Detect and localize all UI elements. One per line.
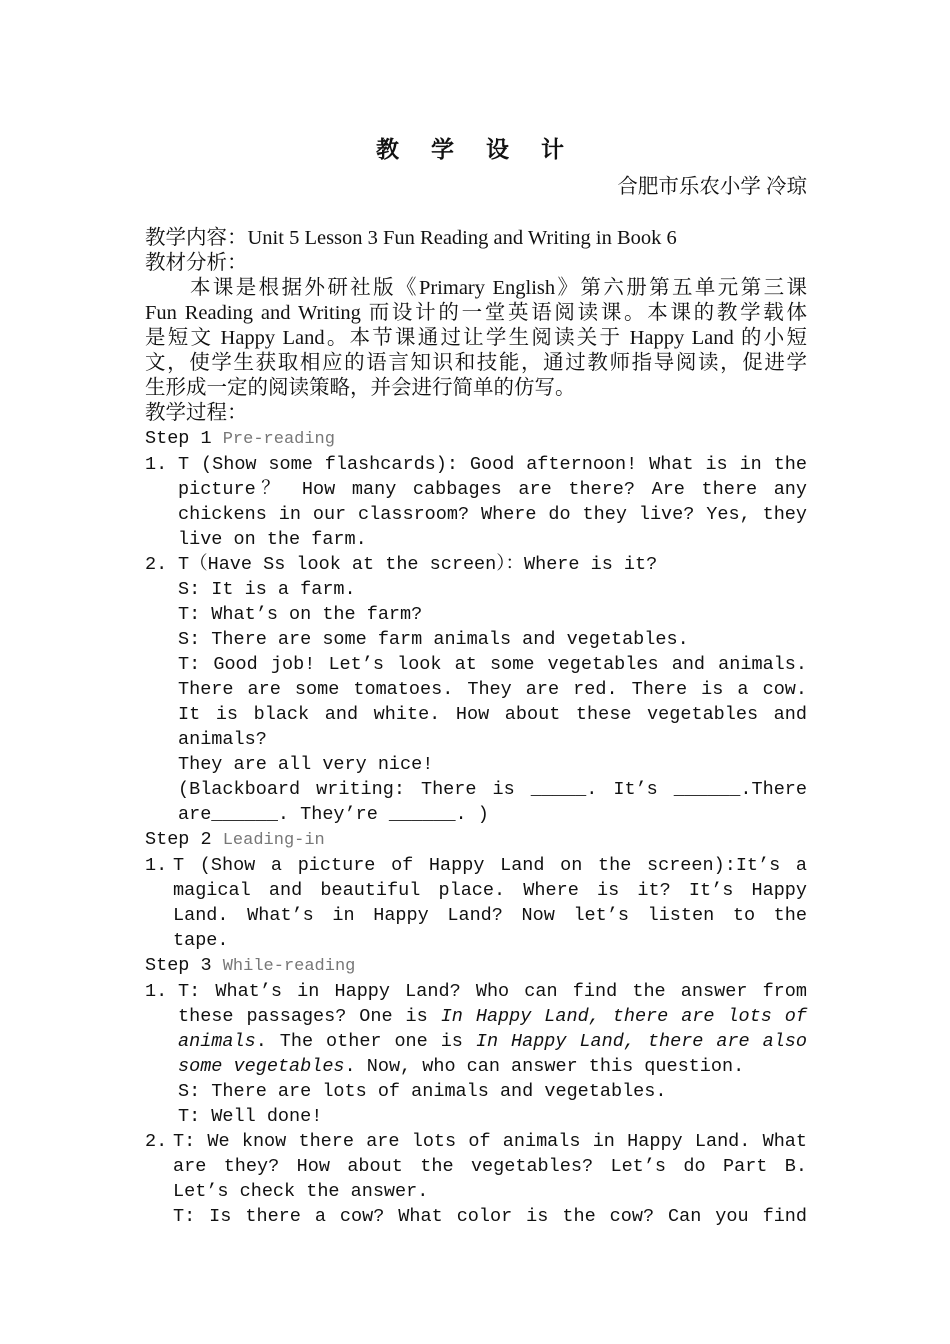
text-line	[178, 1004, 807, 1029]
text-line: T: What’s on the farm?	[178, 604, 423, 625]
italic-quote: animals	[178, 1031, 256, 1052]
process-label: 教学过程：	[145, 402, 248, 424]
step-label: Step 3	[145, 955, 212, 976]
step-subtitle: Pre-reading	[222, 430, 335, 449]
text-line	[178, 1029, 807, 1054]
item-number: 2.	[145, 1131, 168, 1152]
text-line	[178, 1054, 807, 1079]
text-line: are they? How about the vegetables? Let’s do Part B.	[173, 1156, 807, 1177]
analysis-label: 教材分析：	[145, 252, 248, 274]
item-number: 1.	[145, 981, 168, 1002]
analysis-line: 生形成一定的阅读策略，并会进行简单的仿写。	[145, 377, 576, 399]
step-subtitle: While-reading	[222, 957, 356, 976]
step-2-heading	[145, 827, 807, 853]
item-number: 1.	[145, 454, 168, 475]
text-run: these passages? One is	[178, 1006, 441, 1027]
text-line: S: There are some farm animals and vegetables.	[178, 629, 689, 650]
text-line: S: It is a farm.	[178, 579, 356, 600]
text-line: live on the farm.	[178, 529, 367, 550]
text-line: T（Have Ss look at the screen）：Where is it?	[178, 554, 658, 575]
text-line: T: Is there a cow? What color is the cow? Can you find	[173, 1206, 807, 1227]
list-item	[145, 979, 807, 1129]
text-line: There are some tomatoes. They are red. There is a cow.	[178, 679, 807, 700]
step-label: Step 2	[145, 829, 212, 850]
text-line: Land. What’s in Happy Land? Now let’s listen to the	[173, 905, 807, 926]
text-line: chickens in our classroom? Where do they live? Yes, they	[178, 504, 807, 525]
text-line: T (Show a picture of Happy Land on the screen):It’s a	[173, 855, 807, 876]
document-title: 教 学 设 计	[375, 136, 577, 163]
text-line: T: We know there are lots of animals in Happy Land. What	[173, 1131, 807, 1152]
text-line: picture？ How many cabbages are there? Are there any	[178, 479, 807, 500]
text-line: animals?	[178, 729, 267, 750]
text-line: T: What’s in Happy Land? Who can find the answer from	[178, 981, 807, 1002]
list-item	[145, 552, 807, 827]
step-1-heading	[145, 426, 807, 452]
list-item	[145, 1129, 807, 1229]
spacer	[145, 204, 807, 226]
text-run: . The other one is	[255, 1031, 476, 1052]
text-line: (Blackboard writing: There is _____. It’s ______.There	[178, 779, 807, 800]
step-subtitle: Leading-in	[222, 831, 325, 850]
text-line: It is black and white. How about these vegetables and	[178, 704, 807, 725]
content-label: 教学内容：Unit 5 Lesson 3 Fun Reading and Writing in Book 6	[145, 227, 677, 249]
text-line: T (Show some flashcards): Good afternoon! What is in the	[178, 454, 807, 475]
item-number: 1.	[145, 855, 168, 876]
analysis-line: 本课是根据外研社版《Primary English》第六册第五单元第三课	[190, 277, 807, 299]
text-line: T: Well done!	[178, 1106, 323, 1127]
italic-quote: some vegetables	[178, 1056, 345, 1077]
step-label: Step 1	[145, 428, 212, 449]
text-line: are______. They’re ______. )	[178, 804, 489, 825]
item-number: 2.	[145, 554, 168, 575]
step-3-heading	[145, 953, 807, 979]
analysis-line: 是短文 Happy Land。本节课通过让学生阅读关于 Happy Land 的小短	[145, 327, 807, 349]
text-line: S: There are lots of animals and vegetables.	[178, 1081, 667, 1102]
text-line: magical and beautiful place. Where is it? It’s Happy	[173, 880, 807, 901]
italic-quote: In Happy Land, there are lots of	[440, 1006, 807, 1027]
text-run: . Now, who can answer this question.	[344, 1056, 745, 1077]
text-line: T: Good job! Let’s look at some vegetables and animals.	[178, 654, 807, 675]
italic-quote: In Happy Land, there are also	[475, 1031, 808, 1052]
text-line: tape.	[173, 930, 229, 951]
document-page	[145, 130, 807, 1229]
list-item	[145, 853, 807, 953]
text-line: They are all very nice!	[178, 754, 434, 775]
analysis-line: Fun Reading and Writing 而设计的一堂英语阅读课。本课的教学载体	[145, 302, 807, 324]
list-item	[145, 452, 807, 552]
author-line: 合肥市乐农小学 冷琼	[617, 176, 807, 198]
analysis-line: 文，使学生获取相应的语言知识和技能，通过教师指导阅读，促进学	[145, 352, 807, 374]
text-line: Let’s check the answer.	[173, 1181, 429, 1202]
